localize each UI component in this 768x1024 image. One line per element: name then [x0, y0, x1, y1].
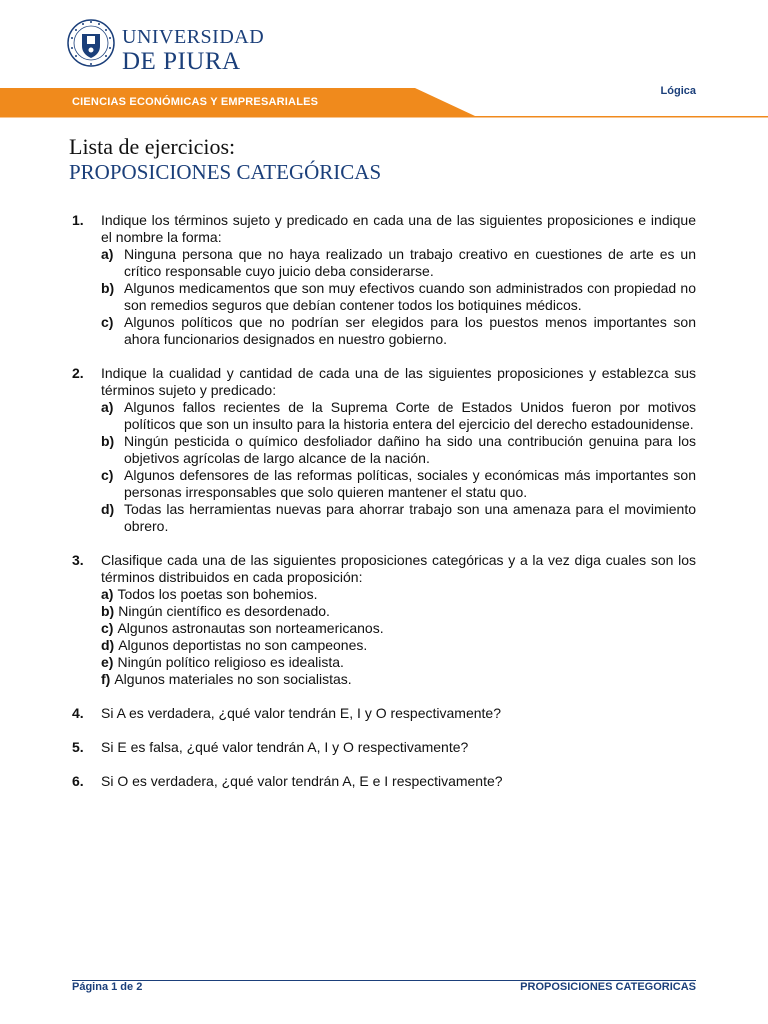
sub-item-text: Algunos medicamentos que son muy efectivos cuando son administrados con propiedad no son remedios seguros que debían contener todos los botiquines médicos.	[124, 280, 696, 313]
sub-item-label: d)	[101, 637, 115, 653]
sub-item-label: b)	[101, 280, 115, 296]
logo-text-line2: DE PIURA	[122, 48, 241, 75]
sub-item	[101, 314, 696, 348]
sub-item-label: c)	[101, 620, 114, 636]
sub-item-list	[101, 586, 696, 688]
logo-text-line1: UNIVERSIDAD	[122, 26, 265, 48]
footer-topic: PROPOSICIONES CATEGORICAS	[520, 981, 696, 993]
exercise-2	[72, 365, 696, 535]
sub-item-text: Algunos fallos recientes de la Suprema Corte de Estados Unidos fueron por motivos políticos que son un insulto para la historia entera del ejercicio del derecho estadounidense.	[124, 399, 696, 432]
sub-item-label: a)	[101, 399, 114, 415]
sub-item-text: Algunos deportistas no son campeones.	[118, 637, 368, 653]
sub-item	[101, 467, 696, 501]
sub-item-label: b)	[101, 603, 115, 619]
exercise-text: Si A es verdadera, ¿qué valor tendrán E, I y O respectivamente?	[101, 705, 501, 721]
exercise-list	[72, 212, 696, 807]
sub-item-list	[101, 399, 696, 535]
course-name: Lógica	[660, 85, 696, 97]
page-subtitle: PROPOSICIONES CATEGÓRICAS	[69, 160, 382, 184]
sub-item	[101, 280, 696, 314]
sub-item-label: b)	[101, 433, 115, 449]
exercise-text: Si O es verdadera, ¿qué valor tendrán A, E e I respectivamente?	[101, 773, 503, 789]
exercise-3	[72, 552, 696, 688]
exercise-number: 2.	[72, 365, 84, 381]
sub-item	[101, 399, 696, 433]
sub-item-text: Todos los poetas son bohemios.	[117, 586, 318, 602]
sub-item-label: e)	[101, 654, 114, 670]
sub-item-text: Ningún político religioso es idealista.	[117, 654, 344, 670]
sub-item	[101, 603, 696, 620]
sub-item	[101, 246, 696, 280]
sub-item-text: Ningún pesticida o químico desfoliador dañino ha sido una contribución genuina para los objetivos agrícolas de largo alcance de la nación.	[124, 433, 696, 466]
sub-item	[101, 433, 696, 467]
sub-item-text: Ningún científico es desordenado.	[118, 603, 330, 619]
exercise-number: 5.	[72, 739, 84, 755]
sub-item-list	[101, 246, 696, 348]
page-number: Página 1 de 2	[72, 981, 143, 993]
sub-item	[101, 586, 696, 603]
exercise-text: Indique la cualidad y cantidad de cada una de las siguientes proposiciones y establezca sus términos sujeto y predicado:	[101, 365, 696, 398]
sub-item-text: Algunos materiales no son socialistas.	[114, 671, 352, 687]
university-logo	[66, 14, 265, 76]
sub-item	[101, 501, 696, 535]
exercise-4	[72, 705, 696, 722]
sub-item	[101, 671, 696, 688]
exercise-text: Indique los términos sujeto y predicado en cada una de las siguientes proposiciones e indique el nombre la forma:	[101, 212, 696, 245]
faculty-label: CIENCIAS ECONÓMICAS Y EMPRESARIALES	[72, 96, 319, 108]
sub-item-label: a)	[101, 586, 114, 602]
exercise-text: Clasifique cada una de las siguientes proposiciones categóricas y a la vez diga cuales son los términos distribuidos en cada proposición:	[101, 552, 696, 585]
sub-item	[101, 654, 696, 671]
sub-item-label: d)	[101, 501, 115, 517]
sub-item-label: c)	[101, 314, 114, 330]
exercise-5	[72, 739, 696, 756]
university-seal-icon	[66, 14, 116, 72]
exercise-number: 3.	[72, 552, 84, 568]
sub-item	[101, 637, 696, 654]
exercise-6	[72, 773, 696, 790]
sub-item-text: Algunos astronautas son norteamericanos.	[117, 620, 384, 636]
exercise-number: 4.	[72, 705, 84, 721]
sub-item-text: Algunos defensores de las reformas políticas, sociales y económicas más importantes son personas irresponsables que solo quieren mantener el statu quo.	[124, 467, 696, 500]
sub-item	[101, 620, 696, 637]
exercise-1	[72, 212, 696, 348]
sub-item-text: Todas las herramientas nuevas para ahorrar trabajo son una amenaza para el movimiento obrero.	[124, 501, 696, 534]
sub-item-text: Algunos políticos que no podrían ser elegidos para los puestos menos importantes son ahora funcionarios designados en nuestro gobierno.	[124, 314, 696, 347]
sub-item-label: f)	[101, 671, 111, 687]
exercise-number: 1.	[72, 212, 84, 228]
exercise-number: 6.	[72, 773, 84, 789]
sub-item-text: Ninguna persona que no haya realizado un trabajo creativo en cuestiones de arte es un crítico responsable cuyo juicio deba considerarse.	[124, 246, 696, 279]
exercise-text: Si E es falsa, ¿qué valor tendrán A, I y O respectivamente?	[101, 739, 469, 755]
sub-item-label: c)	[101, 467, 114, 483]
page-title: Lista de ejercicios:	[69, 134, 236, 159]
sub-item-label: a)	[101, 246, 114, 262]
